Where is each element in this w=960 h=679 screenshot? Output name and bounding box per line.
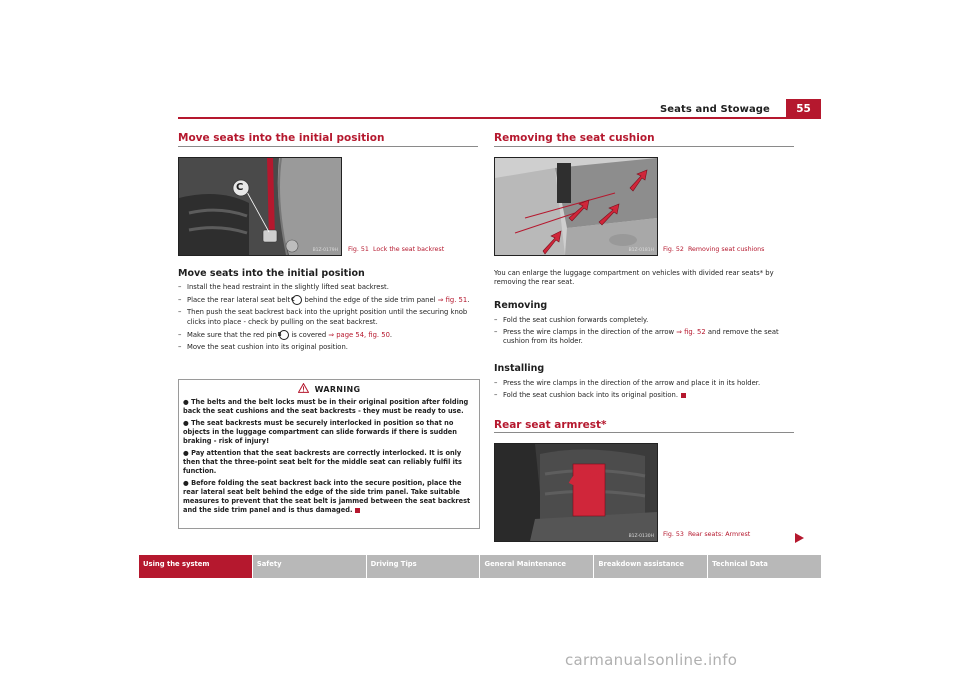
- step-item: – Fold the seat cushion forwards completely.: [494, 316, 649, 324]
- step-item: – Press the wire clamps in the direction of the arrow and place it in its holder.: [494, 379, 761, 387]
- warning-triangle-icon: [298, 383, 309, 393]
- footer-tab-technical-data[interactable]: Technical Data: [708, 555, 821, 578]
- warning-item: ● The belts and the belt locks must be in their original position after folding back the seat cushions and the seat backrests - they must be ready to use.: [183, 398, 469, 415]
- warning-title: WARNING: [314, 385, 361, 394]
- figure-caption-text: Lock the seat backrest: [372, 246, 445, 253]
- steps-list-removing: [494, 316, 796, 347]
- section-title-armrest: Rear seat armrest*: [494, 419, 607, 431]
- figure-53-armrest: [494, 443, 658, 542]
- running-header-title: Seats and Stowage: [660, 104, 770, 115]
- footer-tab-safety[interactable]: Safety: [253, 555, 366, 578]
- figure-code: B1Z-0179H: [312, 248, 338, 253]
- figure-code: B1Z-0181H: [628, 248, 654, 253]
- subhead-move-seats: Move seats into the initial position: [178, 268, 365, 279]
- figure-52-removing-cushion: [494, 157, 658, 256]
- watermark: carmanualsonline.info: [565, 651, 738, 669]
- xref-fig-52[interactable]: ⇒ fig. 52: [676, 328, 706, 337]
- header-rule: [178, 117, 821, 119]
- warning-box: [178, 379, 480, 529]
- step-item: – Make sure that the red pin B is covered ⇒ page 54, fig. 50.: [178, 330, 393, 339]
- subhead-removing: Removing: [494, 300, 548, 311]
- footer-tab-breakdown-assistance[interactable]: Breakdown assistance: [594, 555, 707, 578]
- figure-caption-label: Fig. 51: [348, 246, 369, 253]
- section-rule: [178, 146, 478, 147]
- step-item: – Then push the seat backrest back into the upright position until the securing knob clicks into place - check by pulling on the seat backrest.: [178, 308, 468, 326]
- armrest-illustration: [495, 444, 657, 541]
- callout-badge-b: B: [279, 330, 289, 340]
- warning-item: ● The seat backrests must be securely interlocked in position so that no objects in the luggage compartment can slide forwards if there is sudden braking - risk of injury!: [183, 419, 457, 446]
- seat-cushion-illustration: [495, 158, 657, 255]
- footer-tab-general-maintenance[interactable]: General Maintenance: [480, 555, 593, 578]
- warning-heading: [179, 383, 479, 394]
- figure-code: B1Z-0130H: [628, 534, 654, 539]
- xref-fig-51[interactable]: ⇒ fig. 51: [437, 296, 468, 305]
- figure-53-caption: Fig. 53 Rear seats: Armrest: [663, 531, 751, 538]
- figure-51-lock-backrest: [178, 157, 342, 256]
- section-rule: [494, 146, 794, 147]
- step-item: – Move the seat cushion into its original position.: [178, 343, 348, 352]
- warning-items: [183, 398, 475, 518]
- footer-tab-using-the-system[interactable]: Using the system: [139, 555, 252, 578]
- section-end-mark: [681, 393, 686, 398]
- step-item: – Fold the seat cushion back into its original position.: [494, 391, 796, 400]
- figure-callout-c: C: [236, 182, 244, 193]
- warning-item: ● Before folding the seat backrest back into the secure position, place the rear lateral seat belt behind the edge of the side trim panel. Take suitable measures to prevent that the seat belt is jammed between the seat backrest and the side trim panel and is thus damaged.: [183, 479, 471, 515]
- warning-item: ● Pay attention that the seat backrests are correctly interlocked. It is only then that the three-point seat belt for the middle seat can reliably fulfil its function.: [183, 449, 462, 476]
- step-item: – Place the rear lateral seat belt C behind the edge of the side trim panel ⇒ fig. 51.: [178, 296, 470, 305]
- step-item: – Install the head restraint in the slightly lifted seat backrest.: [178, 283, 389, 291]
- section-rule: [494, 432, 794, 433]
- section-end-mark: [355, 508, 360, 513]
- section-title-removing-cushion: Removing the seat cushion: [494, 132, 655, 144]
- page-number: 55: [786, 99, 821, 118]
- intro-paragraph: You can enlarge the luggage compartment on vehicles with divided rear seats* by removing the rear seat.: [494, 269, 774, 287]
- callout-badge-c: C: [292, 295, 302, 305]
- figure-52-caption: Fig. 52 Removing seat cushions: [663, 246, 765, 253]
- steps-list-move-seats: [178, 283, 480, 352]
- steps-list-installing: [494, 379, 796, 400]
- step-item: – Press the wire clamps in the direction of the arrow ⇒ fig. 52 and remove the seat cushion from its holder.: [494, 328, 779, 346]
- seat-backrest-illustration: [179, 158, 341, 255]
- subhead-installing: Installing: [494, 363, 545, 374]
- figure-51-caption: [348, 246, 444, 253]
- footer-nav: [139, 555, 821, 578]
- footer-tab-driving-tips[interactable]: Driving Tips: [367, 555, 480, 578]
- next-page-arrow-icon[interactable]: [795, 533, 804, 543]
- section-title-move-seats: Move seats into the initial position: [178, 132, 385, 144]
- xref-page-54[interactable]: ⇒ page 54, fig. 50: [328, 330, 390, 339]
